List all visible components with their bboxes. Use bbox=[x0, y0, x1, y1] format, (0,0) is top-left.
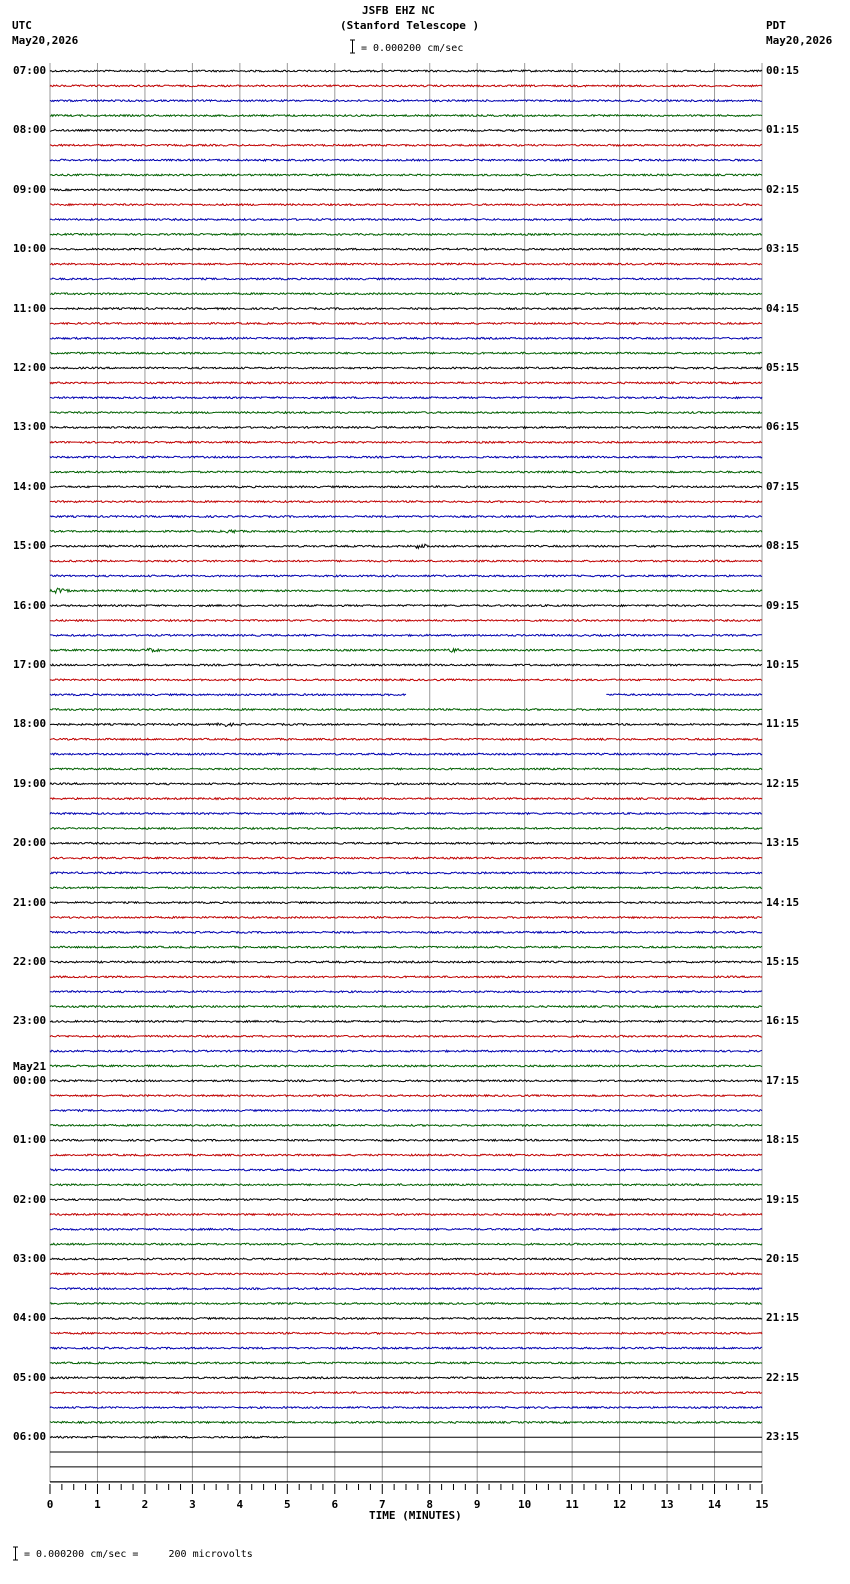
trace-line bbox=[50, 144, 762, 146]
trace-line bbox=[50, 427, 762, 429]
trace-line bbox=[50, 70, 762, 72]
trace-line bbox=[50, 1080, 762, 1082]
x-tick-label: 11 bbox=[565, 1498, 579, 1511]
trace-line bbox=[50, 1125, 762, 1127]
utc-hour-label: 10:00 bbox=[13, 242, 47, 256]
trace-line bbox=[50, 588, 762, 593]
trace-line bbox=[50, 634, 762, 636]
trace-line bbox=[50, 1258, 762, 1260]
utc-hour-label: 19:00 bbox=[13, 776, 47, 790]
pdt-hour-label: 08:15 bbox=[766, 539, 800, 553]
trace-line bbox=[50, 456, 762, 458]
station-location: (Stanford Telescope ) bbox=[340, 19, 480, 32]
x-tick-label: 13 bbox=[660, 1498, 674, 1511]
trace-line bbox=[50, 1021, 762, 1023]
trace-line bbox=[50, 278, 762, 280]
pdt-hour-label: 22:15 bbox=[766, 1370, 800, 1384]
scale-bar-icon bbox=[350, 40, 355, 53]
trace-line bbox=[50, 857, 762, 859]
pdt-hour-label: 15:15 bbox=[766, 955, 800, 968]
trace-line bbox=[50, 248, 762, 250]
trace-line bbox=[50, 1407, 762, 1409]
trace-line bbox=[50, 768, 762, 770]
x-tick-label: 8 bbox=[426, 1498, 434, 1511]
pdt-hour-label: 17:15 bbox=[766, 1073, 800, 1087]
left-date: May20,2026 bbox=[12, 34, 79, 47]
pdt-hour-label: 02:15 bbox=[766, 182, 800, 196]
x-tick-label: 7 bbox=[378, 1498, 386, 1511]
utc-hour-label: 07:00 bbox=[13, 64, 47, 77]
trace-line bbox=[50, 130, 762, 132]
pdt-hour-label: 07:15 bbox=[766, 479, 800, 493]
utc-hour-label: 18:00 bbox=[13, 717, 47, 731]
utc-hour-label: 08:00 bbox=[13, 123, 47, 137]
trace-line bbox=[50, 1065, 762, 1067]
utc-hour-label: 17:00 bbox=[13, 658, 47, 671]
trace-line bbox=[50, 738, 762, 740]
trace-line bbox=[50, 367, 762, 369]
trace-line bbox=[50, 1347, 762, 1349]
trace-line bbox=[50, 1184, 762, 1186]
x-tick-label: 1 bbox=[94, 1498, 101, 1511]
trace-line bbox=[50, 1169, 762, 1171]
right-timezone: PDT bbox=[766, 19, 786, 32]
pdt-hour-label: 13:15 bbox=[766, 836, 800, 850]
utc-hour-label: 15:00 bbox=[13, 539, 47, 553]
trace-line bbox=[50, 648, 762, 652]
utc-hour-label: 04:00 bbox=[13, 1311, 47, 1325]
x-tick-label: 15 bbox=[755, 1498, 769, 1511]
trace-line bbox=[50, 1273, 762, 1275]
trace-line bbox=[50, 961, 762, 963]
trace-line bbox=[50, 293, 762, 295]
trace-line bbox=[50, 204, 762, 206]
pdt-hour-label: 04:15 bbox=[766, 301, 800, 315]
utc-hour-label: 02:00 bbox=[13, 1192, 47, 1206]
utc-hour-label: 21:00 bbox=[13, 895, 47, 909]
trace-line bbox=[50, 723, 762, 726]
pdt-hour-label: 21:15 bbox=[766, 1311, 800, 1325]
x-tick-label: 4 bbox=[236, 1498, 244, 1511]
x-tick-label: 6 bbox=[331, 1498, 339, 1511]
trace-line bbox=[50, 1035, 762, 1037]
utc-hour-label: 11:00 bbox=[13, 301, 47, 315]
utc-hour-label: 03:00 bbox=[13, 1252, 47, 1265]
scale-label: = 0.000200 cm/sec bbox=[361, 43, 464, 54]
pdt-hour-label: 11:15 bbox=[766, 717, 800, 731]
trace-line bbox=[50, 100, 762, 102]
trace-line bbox=[50, 441, 762, 443]
x-tick-label: 12 bbox=[612, 1498, 627, 1511]
utc-hour-label: 22:00 bbox=[13, 955, 47, 968]
trace-line bbox=[50, 516, 762, 518]
trace-line bbox=[50, 1050, 762, 1052]
trace-line bbox=[50, 575, 762, 577]
trace-line bbox=[50, 323, 762, 325]
trace-line bbox=[50, 872, 762, 874]
pdt-hour-label: 19:15 bbox=[766, 1192, 800, 1206]
x-tick-label: 10 bbox=[518, 1498, 532, 1511]
trace-line bbox=[50, 946, 762, 948]
trace-line bbox=[50, 783, 762, 785]
trace-line bbox=[50, 1228, 762, 1230]
trace-line bbox=[50, 530, 762, 533]
trace-line bbox=[50, 1243, 762, 1245]
station-title: JSFB EHZ NC bbox=[362, 4, 435, 17]
x-tick-label: 2 bbox=[141, 1498, 149, 1511]
x-tick-label: 5 bbox=[284, 1498, 291, 1511]
pdt-hour-label: 16:15 bbox=[766, 1014, 800, 1028]
pdt-hour-label: 06:15 bbox=[766, 420, 800, 434]
trace-line bbox=[50, 1110, 762, 1112]
trace-line bbox=[50, 1006, 762, 1008]
trace-line bbox=[50, 308, 762, 310]
pdt-hour-label: 05:15 bbox=[766, 361, 800, 374]
trace-line bbox=[50, 931, 762, 933]
trace-line bbox=[50, 1303, 762, 1305]
trace-line bbox=[50, 159, 762, 161]
trace-line bbox=[50, 1318, 762, 1320]
trace-line bbox=[50, 1377, 762, 1379]
utc-hour-label: 06:00 bbox=[13, 1430, 47, 1444]
trace-line bbox=[50, 798, 762, 800]
trace-line bbox=[50, 917, 762, 919]
trace-line bbox=[50, 694, 762, 696]
pdt-hour-label: 01:15 bbox=[766, 123, 800, 137]
trace-line bbox=[50, 902, 762, 904]
utc-hour-label: 12:00 bbox=[13, 361, 47, 374]
left-timezone: UTC bbox=[12, 19, 32, 32]
trace-line bbox=[50, 976, 762, 978]
trace-line bbox=[50, 352, 762, 354]
trace-line bbox=[50, 1199, 762, 1201]
trace-line bbox=[50, 501, 762, 503]
pdt-hour-label: 18:15 bbox=[766, 1133, 800, 1147]
trace-line bbox=[50, 605, 762, 607]
trace-line bbox=[50, 560, 762, 562]
trace-line bbox=[50, 1154, 762, 1156]
trace-line bbox=[50, 263, 762, 265]
footer-scale-note: = 0.000200 cm/sec = 200 microvolts bbox=[24, 1549, 253, 1560]
trace-line bbox=[50, 1362, 762, 1364]
trace-line bbox=[50, 679, 762, 681]
trace-line bbox=[50, 620, 762, 622]
pdt-hour-label: 09:15 bbox=[766, 598, 800, 612]
trace-line bbox=[50, 1392, 762, 1394]
trace-line bbox=[50, 828, 762, 830]
utc-hour-label: 16:00 bbox=[13, 598, 47, 612]
utc-hour-label: 00:00 bbox=[13, 1073, 47, 1087]
trace-line bbox=[50, 813, 762, 815]
footer-scale-bar-icon bbox=[13, 1547, 18, 1560]
trace-line bbox=[50, 1214, 762, 1216]
pdt-hour-label: 12:15 bbox=[766, 776, 800, 790]
pdt-hour-label: 14:15 bbox=[766, 895, 800, 909]
trace-line bbox=[50, 753, 762, 755]
trace-line bbox=[50, 887, 762, 889]
trace-line bbox=[50, 412, 762, 414]
trace-line bbox=[50, 471, 762, 473]
pdt-hour-label: 23:15 bbox=[766, 1430, 800, 1444]
trace-line bbox=[50, 486, 762, 488]
x-tick-label: 0 bbox=[46, 1498, 54, 1511]
trace-line bbox=[50, 397, 762, 399]
x-tick-label: 9 bbox=[473, 1498, 481, 1511]
trace-line bbox=[50, 234, 762, 236]
trace-line bbox=[50, 85, 762, 87]
trace-line bbox=[50, 1139, 762, 1141]
date-change-label: May21 bbox=[13, 1059, 47, 1073]
trace-line bbox=[50, 1288, 762, 1290]
utc-hour-label: 13:00 bbox=[13, 420, 47, 434]
pdt-hour-label: 03:15 bbox=[766, 242, 800, 256]
trace-line bbox=[50, 544, 762, 548]
utc-hour-label: 09:00 bbox=[13, 182, 47, 196]
utc-hour-label: 20:00 bbox=[13, 836, 47, 850]
trace-line bbox=[50, 219, 762, 221]
utc-hour-label: 23:00 bbox=[13, 1014, 47, 1028]
trace-line bbox=[50, 1095, 762, 1097]
trace-line bbox=[50, 337, 762, 339]
utc-hour-label: 05:00 bbox=[13, 1370, 47, 1384]
trace-line bbox=[50, 382, 762, 384]
trace-line bbox=[50, 1422, 762, 1424]
trace-line bbox=[50, 189, 762, 191]
trace-line bbox=[50, 991, 762, 993]
trace-line bbox=[50, 1332, 762, 1334]
pdt-hour-label: 00:15 bbox=[766, 64, 800, 77]
pdt-hour-label: 10:15 bbox=[766, 658, 800, 671]
trace-line bbox=[50, 174, 762, 176]
x-tick-label: 14 bbox=[707, 1498, 722, 1511]
trace-line bbox=[50, 842, 762, 844]
pdt-hour-label: 20:15 bbox=[766, 1252, 800, 1265]
trace-line bbox=[50, 1436, 287, 1438]
utc-hour-label: 01:00 bbox=[13, 1133, 47, 1147]
trace-line bbox=[50, 664, 762, 666]
x-axis-title: TIME (MINUTES) bbox=[369, 1509, 462, 1522]
trace-line bbox=[50, 709, 762, 711]
x-tick-label: 3 bbox=[189, 1498, 196, 1511]
utc-hour-label: 14:00 bbox=[13, 479, 47, 493]
right-date: May20,2026 bbox=[766, 34, 833, 47]
trace-line bbox=[50, 115, 762, 117]
